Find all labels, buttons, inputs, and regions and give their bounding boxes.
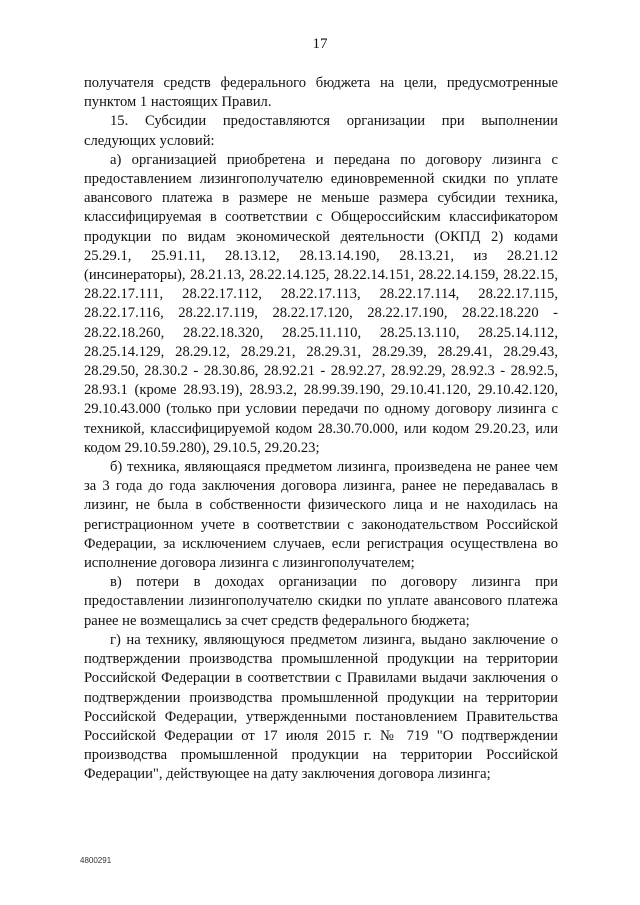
document-id-footer: 4800291 [80, 856, 112, 865]
paragraph-condition-g: г) на технику, являющуюся предметом лизинга, выдано заключение о подтверждении производства промышленной продукции на территории Российской Федерации в соответствии с Правилами выдачи заключения о подтверждении производства промышленной продукции на территории Российской Федерации, утвержденными постановлением Правительства Российской Федерации от 17 июля 2015 г. № 719 "О подтверждении производства промышленной продукции на территории Российской Федерации", действующее на дату заключения договора лизинга; [84, 631, 558, 783]
paragraph-continuation: получателя средств федерального бюджета на цели, предусмотренные пунктом 1 настоящих Правил. [84, 75, 558, 111]
paragraph-condition-a: а) организацией приобретена и передана по договору лизинга с предоставлением лизингополучателю единовременной скидки по уплате авансового платежа в размере не меньше размера субсидии техника, классифицируемая в соответствии с Общероссийским классификатором продукции по видам экономической деятельности (ОКПД 2) кодами 25.29.1, 25.91.11, 28.13.12, 28.13.14.190, 28.13.21, из 28.21.12 (инсинераторы), 28.21.13, 28.22.14.125, 28.22.14.151, 28.22.14.159, 28.22.15, 28.22.17.111, 28.22.17.112, 28.22.17.113, 28.22.17.114, 28.22.17.115, 28.22.17.116, 28.22.17.119, 28.22.17.120, 28.22.17.190, 28.22.18.220 - 28.22.18.260, 28.22.18.320, 28.25.11.110, 28.25.13.110, 28.25.14.112, 28.25.14.129, 28.29.12, 28.29.21, 28.29.31, 28.29.39, 28.29.41, 28.29.43, 28.29.50, 28.30.2 - 28.30.86, 28.92.21 - 28.92.27, 28.92.29, 28.92.3 - 28.92.5, 28.93.1 (кроме 28.93.19), 28.93.2, 28.99.39.190, 29.10.41.120, 29.10.42.120, 29.10.43.000 (только при условии передачи по одному договору лизинга с техникой, классифицируемой кодом 28.30.70.000, или кодом 29.20.23, или кодом 29.10.59.280), 29.10.5, 29.20.23; [84, 151, 558, 456]
paragraph-condition-v: в) потери в доходах организации по договору лизинга при предоставлении лизингополучателю скидки по уплате авансового платежа ранее не возмещались за счет средств федерального бюджета; [84, 574, 558, 629]
paragraph-condition-b: б) техника, являющаяся предметом лизинга, произведена не ранее чем за 3 года до года заключения договора лизинга, ранее не передавалась в лизинг, не была в собственности физического лица и не находилась на регистрационном учете в соответствии с законодательством Российской Федерации, за исключением случаев, если регистрация осуществлена во исполнение договора лизинга с лизингополучателем; [84, 459, 558, 572]
page-number: 17 [312, 36, 328, 52]
document-body [84, 74, 558, 785]
paragraph-clause-15: 15. Субсидии предоставляются организации при выполнении следующих условий: [84, 113, 558, 149]
